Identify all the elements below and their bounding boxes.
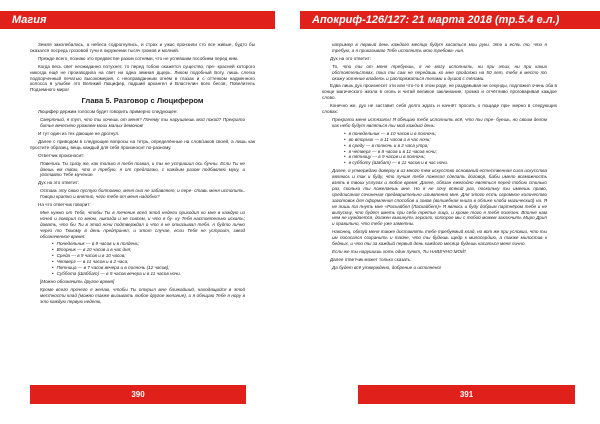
quote: Повелись Ты сразу же, как только я тебя позвал, и ты не устрашил ось бучны. Если Ты не даешь ем твою, что я требую, я от предлагаю, с каждым разом подбавляю муку, и уготавлю Тебе мучение.: [40, 160, 245, 178]
schedule-list: [322, 131, 557, 166]
paragraph: И тут один из тех дающие не дрогнул.: [38, 130, 120, 136]
quote: Прекрати меня истязать! Я обещаю тебе исполнить всё, что ты тре- буешь, но своим делом как небо будут являться ты мой каждый день:: [332, 116, 547, 128]
right-page-number: 391: [358, 385, 575, 404]
quote: Оставь эту свою пустую болтовню, меня она не забавляет, и пере- ставь меня истопить. Говори кратко и внятно, чего тебе от меня надобно?: [40, 188, 245, 200]
list-item: • Вторник — в 10 часов и в час дня;: [52, 247, 255, 253]
quote: Кроме всего прочего я желаю, чтобы Ты открыл мне ближайший, находящийся в этой местности клад (можно также вызывать любое другое желание), и я обещаю Тебе я нору в это каждую первую неделю,: [40, 286, 245, 304]
list-item: • Четверг — в 11 часов и в 2 часа;: [52, 259, 255, 265]
paragraph: На что ответчик говорит:: [38, 202, 91, 208]
paragraph: Едва лишь дух произнесет эти или что-то в этом роде, не раздумывая ни секунды, подложил очень оба в конце магического жезла в огонь и читай великое заклинание, громко и отчётливо проговаривая каждое слово.: [322, 83, 557, 101]
paragraph: Дух на это ответит:: [38, 180, 79, 186]
quote: Да будет всё утверждено, добрение и исполнено!: [332, 264, 442, 270]
quote: Наконец, обязуй меня также доставлять тебе требуемый клад, но вот же при условии, что ты им пососался сохранить и тайне, что ты будешь щедр к милосердию, а также милостив к бедных, и что ты за каждый первый день каждого месяца будешь касаться меня лично.: [332, 229, 547, 247]
schedule-list: [30, 241, 255, 276]
paragraph: Ответчик произносит:: [38, 152, 85, 158]
paragraph: Прежде всего, познаю это предвестие разом сотнями, что не успевшим пособием перед ним.: [38, 55, 239, 61]
list-item: • Суббота (Шаббат) — в 9 часов вечера и в 11 часов ночи.: [52, 271, 255, 277]
paragraph: Люцифер держим голосом будет говорить примерно следующее:: [38, 109, 178, 115]
list-item: • в пятницу — в 9 часов и в полночь;: [344, 154, 557, 160]
paragraph: Далее ответчик может только сказать:: [330, 256, 412, 262]
right-page: [300, 0, 600, 424]
quote: [Можно обозначить другое время]: [40, 278, 115, 284]
paragraph: Когда весь свет неожиданно потухнет, то перед тобою окажется существо, пре- красней которого никогда ещё не производила на свет ни одна земная дщерь. Ликом подобный Богу, лишь слегка подпорченный печатью высокомерия, с неоправданным огнём в глазах и с оттенком надменного колосса в улыбке это Великий Люцифер, падший архангел и Властелин всех бесов, Повелитель Подземного мира!: [30, 63, 255, 93]
quote: Мне нужно от Тебя, чтобы Ты в течение всей этой недели приходил ко мне в каждую из ночей и говорил со мною, никогда и не совсем, и что я бу- ку Тебя настоятельно искать; давать, что бы Ты в этой ночи подтверждал о что я не отказывал тебя. А будто лично через то Тюхому в день предпринял, и этот случае, если Тебя не устроит, звезд обозначенное время:: [40, 209, 245, 239]
paragraph: Дух на это ответит:: [330, 55, 371, 61]
list-item: • Пятница — в 7 часов вечера и в полночь (12 часов);: [52, 265, 255, 271]
chapter-title: Глава 5. Разговор с Люцифером: [81, 96, 204, 106]
right-page-header: Апокриф-126/127: 21 марта 2018 (тр.5.4 е.л.): [300, 11, 600, 29]
list-item: • во вторник — в 11 часов и в час ночи;: [344, 137, 557, 143]
paragraph: Земля заколебалась, а небеса содрогнулись, и страх и ужас пронзили сто все живые, будто бы оказался посредь грозовой тучи в окружении тысяч громов и молний.: [30, 42, 255, 53]
left-page-header: Магия: [0, 11, 275, 29]
list-item: • Среда — в 9 часов и в 10 часов;: [52, 253, 255, 259]
paragraph: Далее с приводом в следующие вопросы на тетрь, определённые на слов/заков своей, а лишь как простите образец, вещь каждый для себя произносит по-разному.: [30, 138, 255, 150]
quote: например в первый день каждого месяца будут касаться мои руки. Это и есть то, что я требую, а я приказываю Тебе исполнить мою требова- ния.: [332, 42, 547, 53]
list-item: • в субботу (Шабат) — в 11 часов и в час ночи.: [344, 160, 557, 166]
quote: Смертный, я тут, что ты хочешь от меня? Почему ты нарушаешь мой покой? Прекрати битье вечеснею урожаем моих малых демонов!: [40, 117, 245, 129]
list-item: • в понедельник — в 10 часов и в полночь;: [344, 131, 557, 137]
list-item: • Понедельник — в 9 часов и в полдень;: [52, 241, 255, 247]
quote: Далее, я утверждаю доверху в из много тем искусство оснований естественная сила искусства являюсь и так и буду, что лучше тебе пожелал сделать договор, бабы имело возможность взять в твоих услугах и любое время. Далее, обязан ежегодно являться перед тобою столько раз, сколько ты пожелаешь мне. Но я не хочу всякий раз, поскольку ты имеешь право, предписания сочинения предварительно изъявленно мне. Для этого есть огромное количество заготовок для оформления способов и зовов (волшебная книга в облике клоба магический) на. Я не лишь та пнуть мне «Раскайбел (Ласкайбет)» Я явлюсь и буду добрым партнёром тебе и не выпускну, что будет иметь при себе третье лицо, и кроме того я тебя полезен. Вполне нам нем не нуждается, должен выкинуть зеркало, которое мы с тобой можем заключить Миро Дрип и правильно, что тебе уже заметны.: [332, 168, 547, 227]
list-item: • в среду — в полночь и в 2 часа утра;: [344, 143, 557, 149]
left-page-body: [30, 42, 255, 307]
list-item: • в четверг — в 8 часов и в 11 часов ночи;: [344, 149, 557, 155]
left-page-number: 390: [30, 385, 246, 404]
right-page-body: [322, 42, 557, 273]
quote: Если же ты нарушишь хоть один пункт, Ты НАВЕЧНО МОЙ!: [332, 249, 466, 254]
quote: То, что ты от меня требуешь, я не могу исполнить, ни при этих, ни при каких обстоятельствах, пока ты сам не передашь ко мне продолжи на 50 лет, тебя в место то окажу хотение владеть и распоряжаться телами и душой с тёлами.: [332, 63, 547, 81]
paragraph: Конечно же, дух не заставит себя долго ждать и начнёт просить о пощаде при- мерно в следующих словах:: [322, 103, 557, 115]
